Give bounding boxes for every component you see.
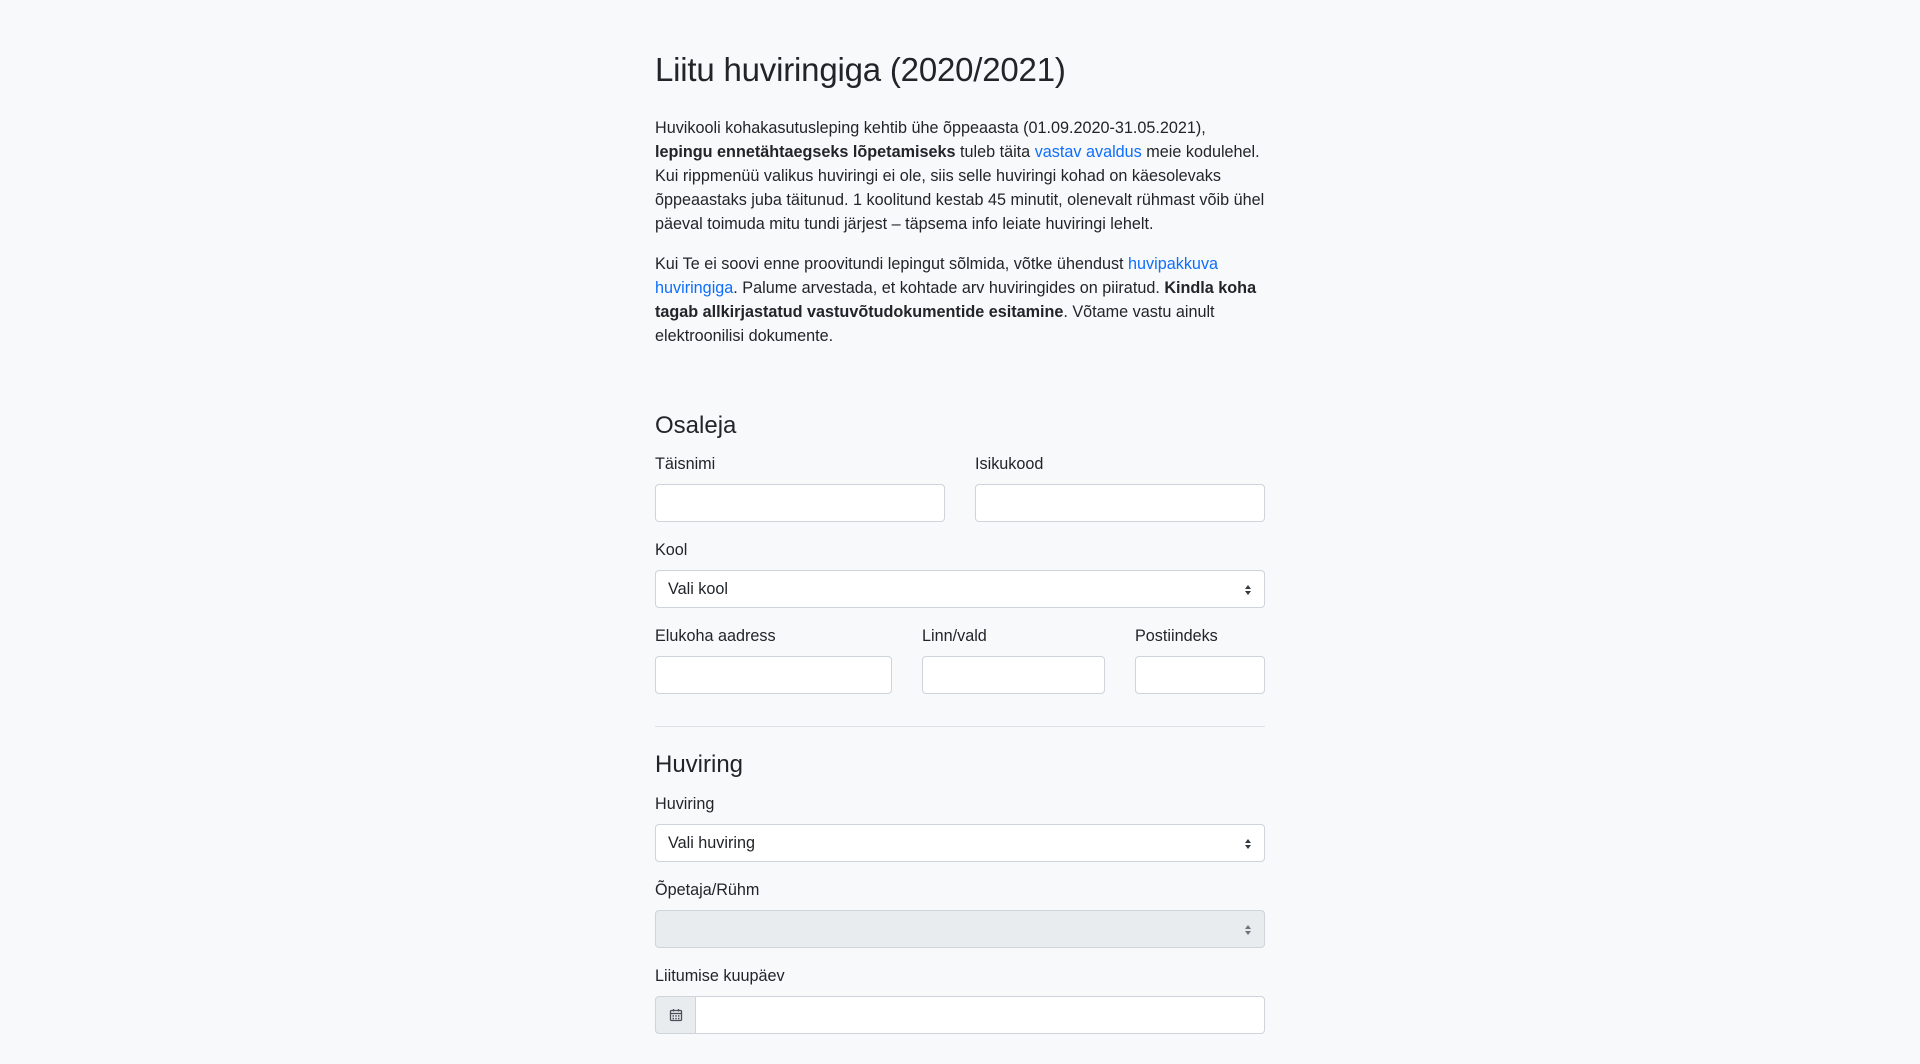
full-name-group (655, 452, 945, 522)
school-label: Kool (655, 541, 688, 560)
school-group (655, 538, 1265, 608)
address-label: Elukoha aadress (655, 627, 776, 646)
club-section-title: Huviring (655, 751, 744, 779)
full-name-label: Täisnimi (655, 455, 716, 474)
intro-paragraph-1 (655, 116, 1265, 236)
postal-input[interactable] (1135, 656, 1265, 694)
club-provider-link[interactable]: huvipakkuva huviringiga (655, 254, 1219, 297)
join-date-input[interactable] (695, 996, 1265, 1034)
club-label: Huviring (655, 795, 715, 814)
calendar-icon (669, 1008, 683, 1022)
participant-section (655, 412, 1265, 695)
club-select-value: Vali huviring (668, 834, 755, 853)
postal-label: Postiindeks (1135, 627, 1218, 646)
name-id-row (655, 452, 1265, 522)
join-date-input-group (655, 996, 1265, 1034)
section-divider (655, 726, 1265, 727)
intro-p1-bold: lepingu ennetähtaegseks lõpetamiseks (655, 142, 956, 161)
address-input[interactable] (655, 656, 892, 694)
club-section (655, 751, 1265, 1034)
chevron-up-down-icon (1244, 837, 1252, 851)
id-code-group (975, 452, 1265, 522)
join-date-label: Liitumise kuupäev (655, 967, 785, 986)
intro-p1-text-2: tuleb täita (955, 142, 1035, 161)
chevron-up-down-icon (1244, 583, 1252, 597)
city-input[interactable] (922, 656, 1105, 694)
intro-p2-text-3: . Võtame vastu ainult elektroonilisi dokumente. (655, 302, 1215, 345)
address-group (655, 624, 892, 694)
club-group (655, 792, 1265, 862)
page-title: Liitu huviringiga (2020/2021) (655, 51, 1066, 88)
intro-text (655, 116, 1265, 348)
teacher-group (655, 878, 1265, 948)
postal-group (1135, 624, 1265, 694)
full-name-input[interactable] (655, 484, 945, 522)
termination-application-link[interactable]: vastav avaldus (1034, 142, 1142, 161)
city-group (922, 624, 1105, 694)
chevron-up-down-icon (1244, 923, 1252, 937)
id-code-label: Isikukood (975, 455, 1044, 474)
club-select[interactable] (655, 824, 1265, 862)
school-select-value: Vali kool (668, 580, 728, 599)
intro-p2-text-1: Kui Te ei soovi enne proovitundi lepingut sõlmida, võtke ühendust (655, 254, 1129, 273)
join-date-group (655, 964, 1265, 1034)
intro-p2-text-2: . Palume arvestada, et kohtade arv huviringides on piiratud. (733, 278, 1165, 297)
intro-p1-text-3: meie kodulehel. Kui rippmenüü valikus huviringi ei ole, siis selle huviringi kohad on käesolevaks õppeaastaks juba täitunud. 1 koolitund kestab 45 minutit, olenevalt rühmast võib ühel päeval toimuda mitu tundi järjest – täpsema info leiate huviringi lehelt. (655, 142, 1265, 233)
calendar-button[interactable] (655, 996, 695, 1034)
address-row (655, 624, 1265, 694)
intro-p2-bold: Kindla koha tagab allkirjastatud vastuvõtudokumentide esitamine (655, 278, 1257, 321)
teacher-label: Õpetaja/Rühm (655, 881, 760, 900)
form-container (655, 0, 1265, 1034)
intro-paragraph-2 (655, 252, 1265, 348)
teacher-select (655, 910, 1265, 948)
school-select[interactable] (655, 570, 1265, 608)
intro-p1-text-1: Huvikooli kohakasutusleping kehtib ühe õppeaasta (01.09.2020-31.05.2021), (655, 118, 1206, 137)
city-label: Linn/vald (922, 627, 987, 646)
id-code-input[interactable] (975, 484, 1265, 522)
participant-section-title: Osaleja (655, 411, 737, 439)
